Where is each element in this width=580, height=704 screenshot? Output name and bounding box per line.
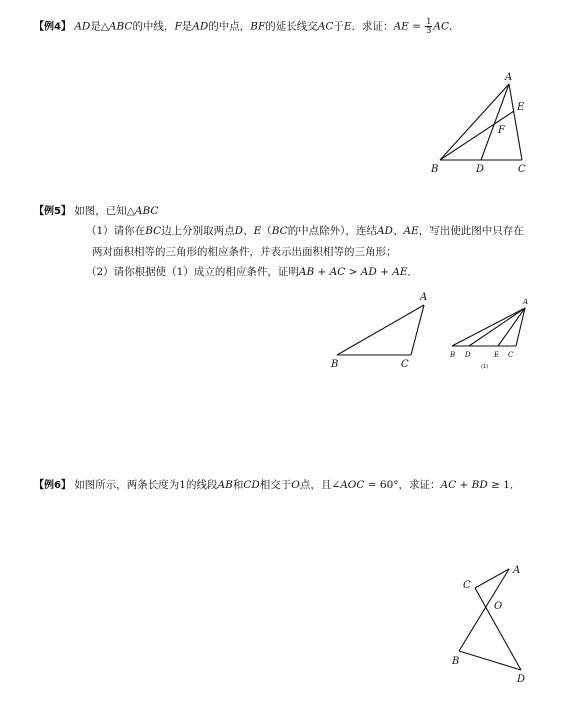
label-D: D (465, 351, 471, 359)
segment-AD (481, 84, 509, 160)
ex4-text: 是△ (90, 20, 109, 33)
ex6-text: ≥ 1． (487, 479, 521, 491)
ex4-math: AD (192, 20, 209, 33)
ex5-math: AE (392, 266, 408, 278)
ex6-text: 如图所示，两条长度为1的线段 (74, 479, 218, 491)
label-O: O (494, 601, 503, 612)
segment-AB (440, 84, 509, 160)
ex4-text: ．求证： (351, 20, 394, 33)
ex5-text: 如图，已知△ (74, 205, 135, 217)
ex4-math: AE (393, 20, 409, 33)
ex4-text: 的延长线交 (265, 20, 318, 33)
segment-AD (469, 308, 525, 346)
ex5-math: BC (145, 225, 162, 237)
ex6-text: = 60° (364, 479, 399, 491)
label-B: B (331, 359, 339, 370)
label-C: C (508, 351, 514, 359)
label-D: D (517, 674, 526, 685)
ex5-text: 的中点除外），连结 (287, 225, 377, 237)
ex6-statement (34, 478, 520, 493)
ex5-part2 (86, 265, 418, 279)
ex5-text: 边上分别取两点 (161, 225, 235, 237)
ex5-figure-2 (449, 298, 528, 370)
ex5-math: D (234, 225, 244, 237)
label-B: B (431, 164, 439, 175)
ex5-text: > (345, 266, 361, 278)
segment-AB (337, 305, 424, 355)
label-A: A (513, 565, 521, 576)
ex5-text: （ (261, 225, 272, 237)
ex6-math: O (291, 479, 300, 491)
ex4-text: 的中点， (208, 20, 251, 33)
ex4-math: BF (250, 20, 266, 33)
segment-AC (411, 305, 424, 355)
ex6-figure (451, 565, 525, 685)
ex4-math: ABC (108, 20, 133, 33)
ex5-figure-1 (330, 292, 427, 370)
ex6-text: 和 (232, 479, 244, 491)
ex5-tag: 【例5】 (34, 206, 71, 217)
ex5-math: ABC (134, 205, 159, 217)
figure-caption: (1) (481, 364, 489, 370)
segment-AC (509, 84, 522, 160)
ex6-text: 相交于 (259, 479, 292, 491)
ex6-math: BD (471, 479, 488, 491)
ex5-part1-line2 (92, 245, 397, 259)
ex6-text: + (456, 479, 472, 491)
fraction-denominator: 3 (426, 26, 432, 35)
ex6-text: 点，且∠ (299, 479, 341, 491)
ex4-math: E (343, 20, 352, 33)
ex4-math: AC (317, 20, 334, 33)
ex5-part1-line1 (86, 224, 524, 238)
ex4-text: = (408, 20, 425, 33)
ex5-math: AC (329, 266, 346, 278)
label-A: A (420, 292, 428, 303)
ex4-tag: 【例4】 (34, 21, 71, 33)
segment-AB (452, 308, 525, 346)
ex6-math: AB (217, 479, 233, 491)
ex4-math: AC (433, 20, 450, 33)
ex5-math: BC (271, 225, 288, 237)
ex5-text: + (376, 266, 393, 278)
ex5-math: AB (298, 266, 315, 278)
ex5-text: 两对面积相等的三角形的相应条件，并表示出面积相等的三角形； (92, 246, 397, 258)
ex4-math: F (174, 20, 182, 33)
ex5-text: （2）请你根据使（1）成立的相应条件，证明 (86, 266, 299, 278)
ex5-math: E (253, 225, 262, 237)
label-C: C (401, 359, 409, 370)
label-C: C (463, 580, 471, 591)
ex6-math: AOC (340, 479, 365, 491)
ex6-tag: 【例6】 (34, 480, 71, 491)
ex6-math: AC (440, 479, 457, 491)
ex5-text: ． (407, 266, 419, 278)
ex4-math: AD (74, 20, 91, 33)
label-F: F (498, 125, 505, 136)
ex6-text: ，求证： (398, 479, 441, 491)
ex4-text: 的中线， (132, 20, 175, 33)
ex5-math: AD (360, 266, 377, 278)
ex5-text: 、 (392, 225, 404, 237)
ex4-figure (430, 72, 526, 175)
label-E: E (517, 102, 525, 113)
label-A: A (523, 298, 529, 306)
ex5-intro (34, 204, 158, 219)
label-B: B (452, 656, 460, 667)
label-C: C (518, 164, 526, 175)
label-A: A (505, 72, 513, 83)
ex4-text: 是 (181, 20, 193, 33)
segment-AC (475, 569, 509, 588)
ex6-math: CD (243, 479, 260, 491)
ex5-math: AD (376, 225, 393, 237)
ex5-math: AE (403, 225, 419, 237)
label-B: B (450, 351, 456, 359)
ex5-text: 、 (243, 225, 254, 237)
label-D: D (476, 164, 485, 175)
ex5-text: + (314, 266, 330, 278)
ex5-text: （1）请你在 (86, 225, 146, 237)
ex4-text: 于 (333, 20, 344, 33)
label-E: E (494, 351, 500, 359)
fraction-numerator: 1 (426, 17, 432, 26)
ex5-text: ，写出使此图中只存在 (418, 225, 524, 237)
ex4-text: ． (449, 20, 460, 33)
